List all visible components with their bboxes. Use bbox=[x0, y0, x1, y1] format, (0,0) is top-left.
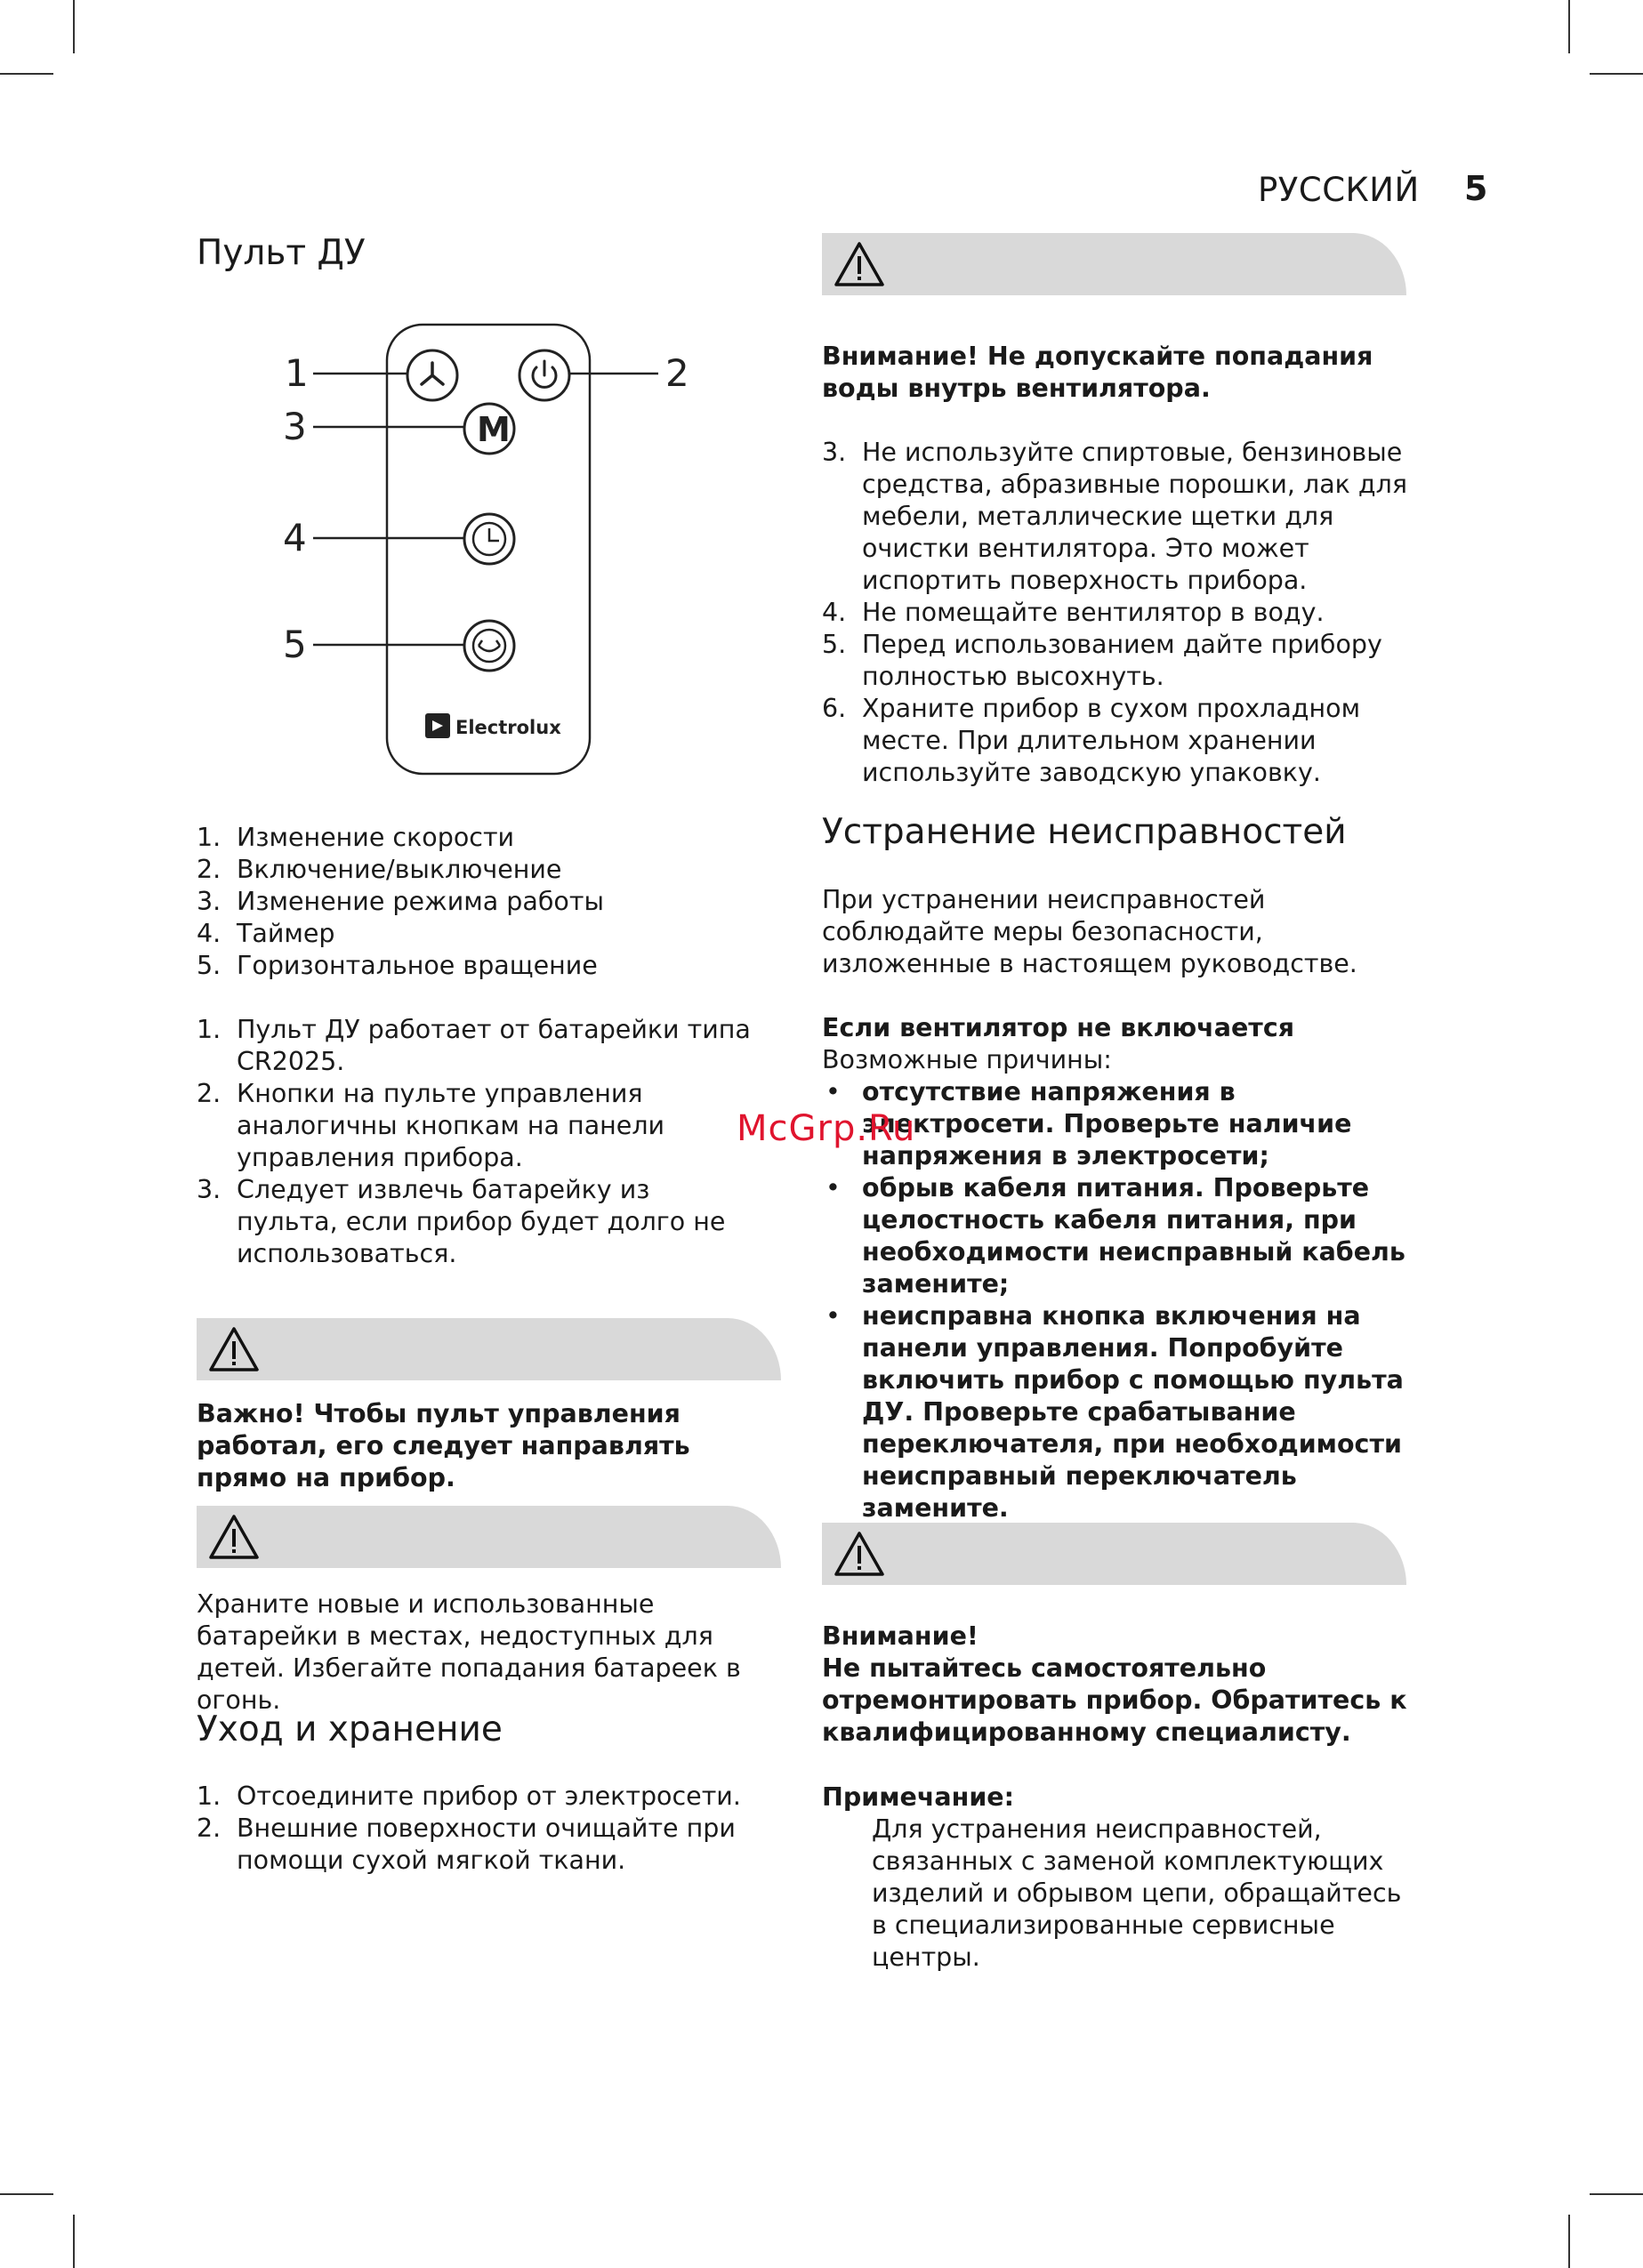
crop-mark bbox=[73, 2215, 75, 2268]
warning-triangle-icon bbox=[833, 1530, 886, 1578]
list-item: 5. Горизонтальное вращение bbox=[197, 951, 598, 980]
care-list bbox=[197, 1781, 748, 1877]
remote-illustration bbox=[267, 320, 694, 783]
care-list-cont-block bbox=[822, 437, 1413, 789]
callout-1: 1 bbox=[285, 351, 309, 395]
buttons-list-block bbox=[197, 822, 788, 982]
buttons-list bbox=[197, 822, 788, 982]
warning-banner bbox=[197, 1506, 781, 1568]
warning-water-text: Внимание! Не допускайте попадания воды внутрь вентилятора. bbox=[822, 342, 1373, 403]
callout-5: 5 bbox=[283, 623, 307, 666]
note-text: Для устранения неисправностей, связанных с заменой комплектующих изделий и обрывом цепи, обращайтесь в специализированные сервисные центры. bbox=[872, 1814, 1402, 1972]
list-item: 5. Перед использованием дайте прибору полностью высохнуть. bbox=[822, 630, 1382, 691]
crop-mark bbox=[73, 0, 75, 53]
troubleshooting-intro: При устранении неисправностей соблюдайте меры безопасности, изложенные в настоящем руководстве. bbox=[822, 885, 1357, 978]
care-list-continued bbox=[822, 437, 1413, 789]
remote-notes-block bbox=[197, 1014, 759, 1270]
page-number: 5 bbox=[1464, 169, 1488, 208]
warning-banner bbox=[822, 1523, 1406, 1585]
list-item: • отсутствие напряжения в электросети. Проверьте наличие напряжения в электросети; bbox=[826, 1077, 1352, 1170]
list-item: 3. Изменение режима работы bbox=[197, 887, 604, 916]
swing-icon bbox=[464, 621, 514, 671]
warning-triangle-icon bbox=[833, 240, 886, 288]
mode-m-icon bbox=[464, 404, 514, 454]
list-item: 4. Не помещайте вентилятор в воду. bbox=[822, 598, 1325, 627]
crop-mark bbox=[1590, 73, 1643, 75]
page-language: РУССКИЙ bbox=[1258, 171, 1420, 209]
list-item: 6. Храните прибор в сухом прохладном месте. При длительном хранении используйте заводскую упаковку. bbox=[822, 694, 1361, 787]
troubleshooting-section-title: Устранение неисправностей bbox=[822, 812, 1347, 852]
warning-repair-title: Внимание! bbox=[822, 1621, 979, 1651]
crop-mark bbox=[1568, 2215, 1570, 2268]
remote-brand: Electrolux bbox=[455, 717, 561, 738]
crop-mark bbox=[0, 73, 53, 75]
list-item: 3. Не используйте спиртовые, бензиновые средства, абразивные порошки, лак для мебели, металлические щетки для очистки вентилятора. Это может испортить поверхность прибора. bbox=[822, 438, 1408, 595]
warning-repair-text: Не пытайтесь самостоятельно отремонтировать прибор. Обратитесь к квалифицированному специалисту. bbox=[822, 1653, 1407, 1747]
callout-3: 3 bbox=[283, 405, 307, 448]
list-item: • обрыв кабеля питания. Проверьте целостность кабеля питания, при необходимости неисправный кабель замените; bbox=[826, 1173, 1405, 1299]
fault-block bbox=[822, 1012, 1413, 1524]
note-label: Примечание: bbox=[822, 1782, 1015, 1812]
list-item: 4. Таймер bbox=[197, 919, 335, 948]
warning-remote-text: Важно! Чтобы пульт управления работал, его следует направлять прямо на прибор. bbox=[197, 1399, 690, 1492]
crop-mark bbox=[0, 2193, 53, 2195]
power-icon bbox=[519, 350, 569, 400]
list-item: 1. Пульт ДУ работает от батарейки типа CR2025. bbox=[197, 1015, 751, 1076]
svg-text:M: M bbox=[477, 410, 511, 449]
watermark: McGrp.Ru bbox=[737, 1108, 916, 1149]
crop-mark bbox=[1568, 0, 1570, 53]
care-section-title: Уход и хранение bbox=[197, 1709, 503, 1749]
list-item: • неисправна кнопка включения на панели управления. Попробуйте включить прибор с помощью пульта ДУ. Проверьте срабатывание переключателя, при необходимости неисправный переключатель замените. bbox=[826, 1301, 1404, 1523]
callout-4: 4 bbox=[283, 516, 307, 559]
warning-battery-text: Храните новые и использованные батарейки в местах, недоступных для детей. Избегайте попадания батареек в огонь. bbox=[197, 1589, 741, 1715]
remote-notes-list bbox=[197, 1014, 759, 1270]
fault-heading: Если вентилятор не включается bbox=[822, 1013, 1295, 1042]
callout-2: 2 bbox=[665, 351, 689, 395]
warning-triangle-icon bbox=[207, 1325, 261, 1373]
note-block bbox=[822, 1781, 1413, 1974]
list-item: 2. Включение/выключение bbox=[197, 855, 562, 884]
remote-section-title: Пульт ДУ bbox=[197, 233, 366, 273]
list-item: 2. Кнопки на пульте управления аналогичны кнопкам на панели управления прибора. bbox=[197, 1079, 665, 1172]
crop-mark bbox=[1590, 2193, 1643, 2195]
list-item: 1. Отсоедините прибор от электросети. bbox=[197, 1781, 741, 1811]
electrolux-logo-icon bbox=[425, 713, 450, 738]
causes-label: Возможные причины: bbox=[822, 1045, 1112, 1074]
list-item: 1. Изменение скорости bbox=[197, 823, 515, 852]
list-item: 3. Следует извлечь батарейку из пульта, если прибор будет долго не использоваться. bbox=[197, 1175, 726, 1268]
left-column bbox=[197, 233, 788, 274]
warning-banner bbox=[197, 1318, 781, 1380]
warning-banner bbox=[822, 233, 1406, 295]
list-item: 2. Внешние поверхности очищайте при помощи сухой мягкой ткани. bbox=[197, 1814, 736, 1875]
fan-speed-icon bbox=[407, 350, 457, 400]
warning-triangle-icon bbox=[207, 1513, 261, 1561]
timer-clock-icon bbox=[464, 514, 514, 564]
care-list-block bbox=[197, 1781, 748, 1877]
warning-repair-block bbox=[822, 1621, 1413, 1749]
